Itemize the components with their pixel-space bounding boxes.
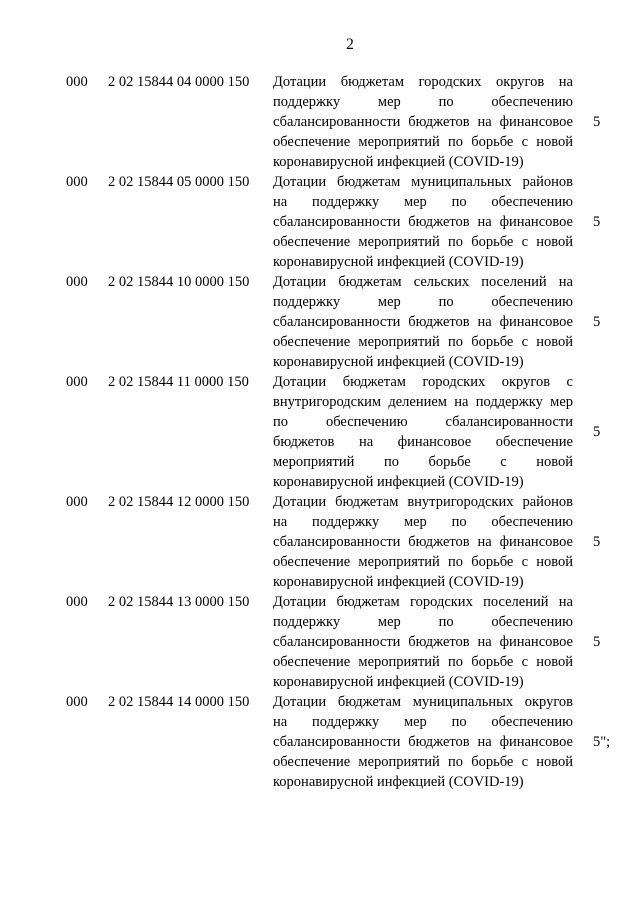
income-description <box>273 372 573 492</box>
admin-code: 000 <box>66 74 88 90</box>
admin-code: 000 <box>66 494 88 510</box>
table-row <box>66 492 616 592</box>
description-line: поддержку мер по обеспечению <box>273 294 573 310</box>
description-line: Дотации бюджетам муниципальных округов <box>273 694 573 710</box>
amount-value: 5 <box>593 424 601 440</box>
description-line: внутригородским делением на поддержку мер <box>273 394 573 410</box>
description-line: мероприятий по борьбе с новой <box>273 454 573 470</box>
budget-code: 2 02 15844 11 0000 150 <box>108 374 249 390</box>
description-line: обеспечение мероприятий по борьбе с новой <box>273 134 573 150</box>
admin-code: 000 <box>66 374 88 390</box>
income-description <box>273 172 573 272</box>
description-line: обеспечение мероприятий по борьбе с новой <box>273 554 573 570</box>
description-line: обеспечение мероприятий по борьбе с новой <box>273 334 573 350</box>
table-row <box>66 272 616 372</box>
description-line: коронавирусной инфекцией (COVID-19) <box>273 154 524 170</box>
amount-value: 5 <box>593 534 601 550</box>
description-line: сбалансированности бюджетов на финансовое <box>273 214 573 230</box>
income-description <box>273 592 573 692</box>
income-description <box>273 72 573 172</box>
amount-value: 5 <box>593 314 601 330</box>
admin-code: 000 <box>66 694 88 710</box>
description-line: на поддержку мер по обеспечению <box>273 514 573 530</box>
income-description <box>273 692 573 792</box>
description-line: на поддержку мер по обеспечению <box>273 714 573 730</box>
budget-code: 2 02 15844 04 0000 150 <box>108 74 250 90</box>
description-line: Дотации бюджетам городских округов с <box>273 374 573 390</box>
amount-value: 5 <box>593 114 601 130</box>
description-line: коронавирусной инфекцией (COVID-19) <box>273 254 524 270</box>
budget-code: 2 02 15844 13 0000 150 <box>108 594 250 610</box>
description-line: коронавирусной инфекцией (COVID-19) <box>273 354 524 370</box>
description-line: Дотации бюджетам городских поселений на <box>273 594 573 610</box>
admin-code: 000 <box>66 274 88 290</box>
description-line: сбалансированности бюджетов на финансовое <box>273 114 573 130</box>
budget-classification-table <box>66 72 616 792</box>
table-row <box>66 692 616 792</box>
description-line: бюджетов на финансовое обеспечение <box>273 434 573 450</box>
description-line: коронавирусной инфекцией (COVID-19) <box>273 774 524 790</box>
income-description <box>273 492 573 592</box>
table-row <box>66 172 616 272</box>
budget-code: 2 02 15844 12 0000 150 <box>108 494 250 510</box>
description-line: по обеспечению сбалансированности <box>273 414 573 430</box>
description-line: поддержку мер по обеспечению <box>273 614 573 630</box>
amount-value: 5 <box>593 634 601 650</box>
table-row <box>66 72 616 172</box>
budget-code: 2 02 15844 10 0000 150 <box>108 274 250 290</box>
description-line: коронавирусной инфекцией (COVID-19) <box>273 674 524 690</box>
description-line: коронавирусной инфекцией (COVID-19) <box>273 574 524 590</box>
description-line: обеспечение мероприятий по борьбе с новой <box>273 654 573 670</box>
description-line: сбалансированности бюджетов на финансовое <box>273 634 573 650</box>
table-row <box>66 372 616 492</box>
income-description <box>273 272 573 372</box>
admin-code: 000 <box>66 174 88 190</box>
amount-value: 5 <box>593 214 601 230</box>
description-line: Дотации бюджетам городских округов на <box>273 74 573 90</box>
description-line: обеспечение мероприятий по борьбе с новой <box>273 754 573 770</box>
description-line: коронавирусной инфекцией (COVID-19) <box>273 474 524 490</box>
description-line: сбалансированности бюджетов на финансовое <box>273 314 573 330</box>
description-line: на поддержку мер по обеспечению <box>273 194 573 210</box>
description-line: Дотации бюджетам внутригородских районов <box>273 494 573 510</box>
description-line: обеспечение мероприятий по борьбе с новой <box>273 234 573 250</box>
budget-code: 2 02 15844 14 0000 150 <box>108 694 250 710</box>
description-line: Дотации бюджетам сельских поселений на <box>273 274 573 290</box>
description-line: Дотации бюджетам муниципальных районов <box>273 174 573 190</box>
description-line: поддержку мер по обеспечению <box>273 94 573 110</box>
description-line: сбалансированности бюджетов на финансовое <box>273 734 573 750</box>
budget-code: 2 02 15844 05 0000 150 <box>108 174 250 190</box>
admin-code: 000 <box>66 594 88 610</box>
page-number: 2 <box>346 36 354 53</box>
table-row <box>66 592 616 692</box>
description-line: сбалансированности бюджетов на финансовое <box>273 534 573 550</box>
amount-value: 5"; <box>593 734 611 750</box>
